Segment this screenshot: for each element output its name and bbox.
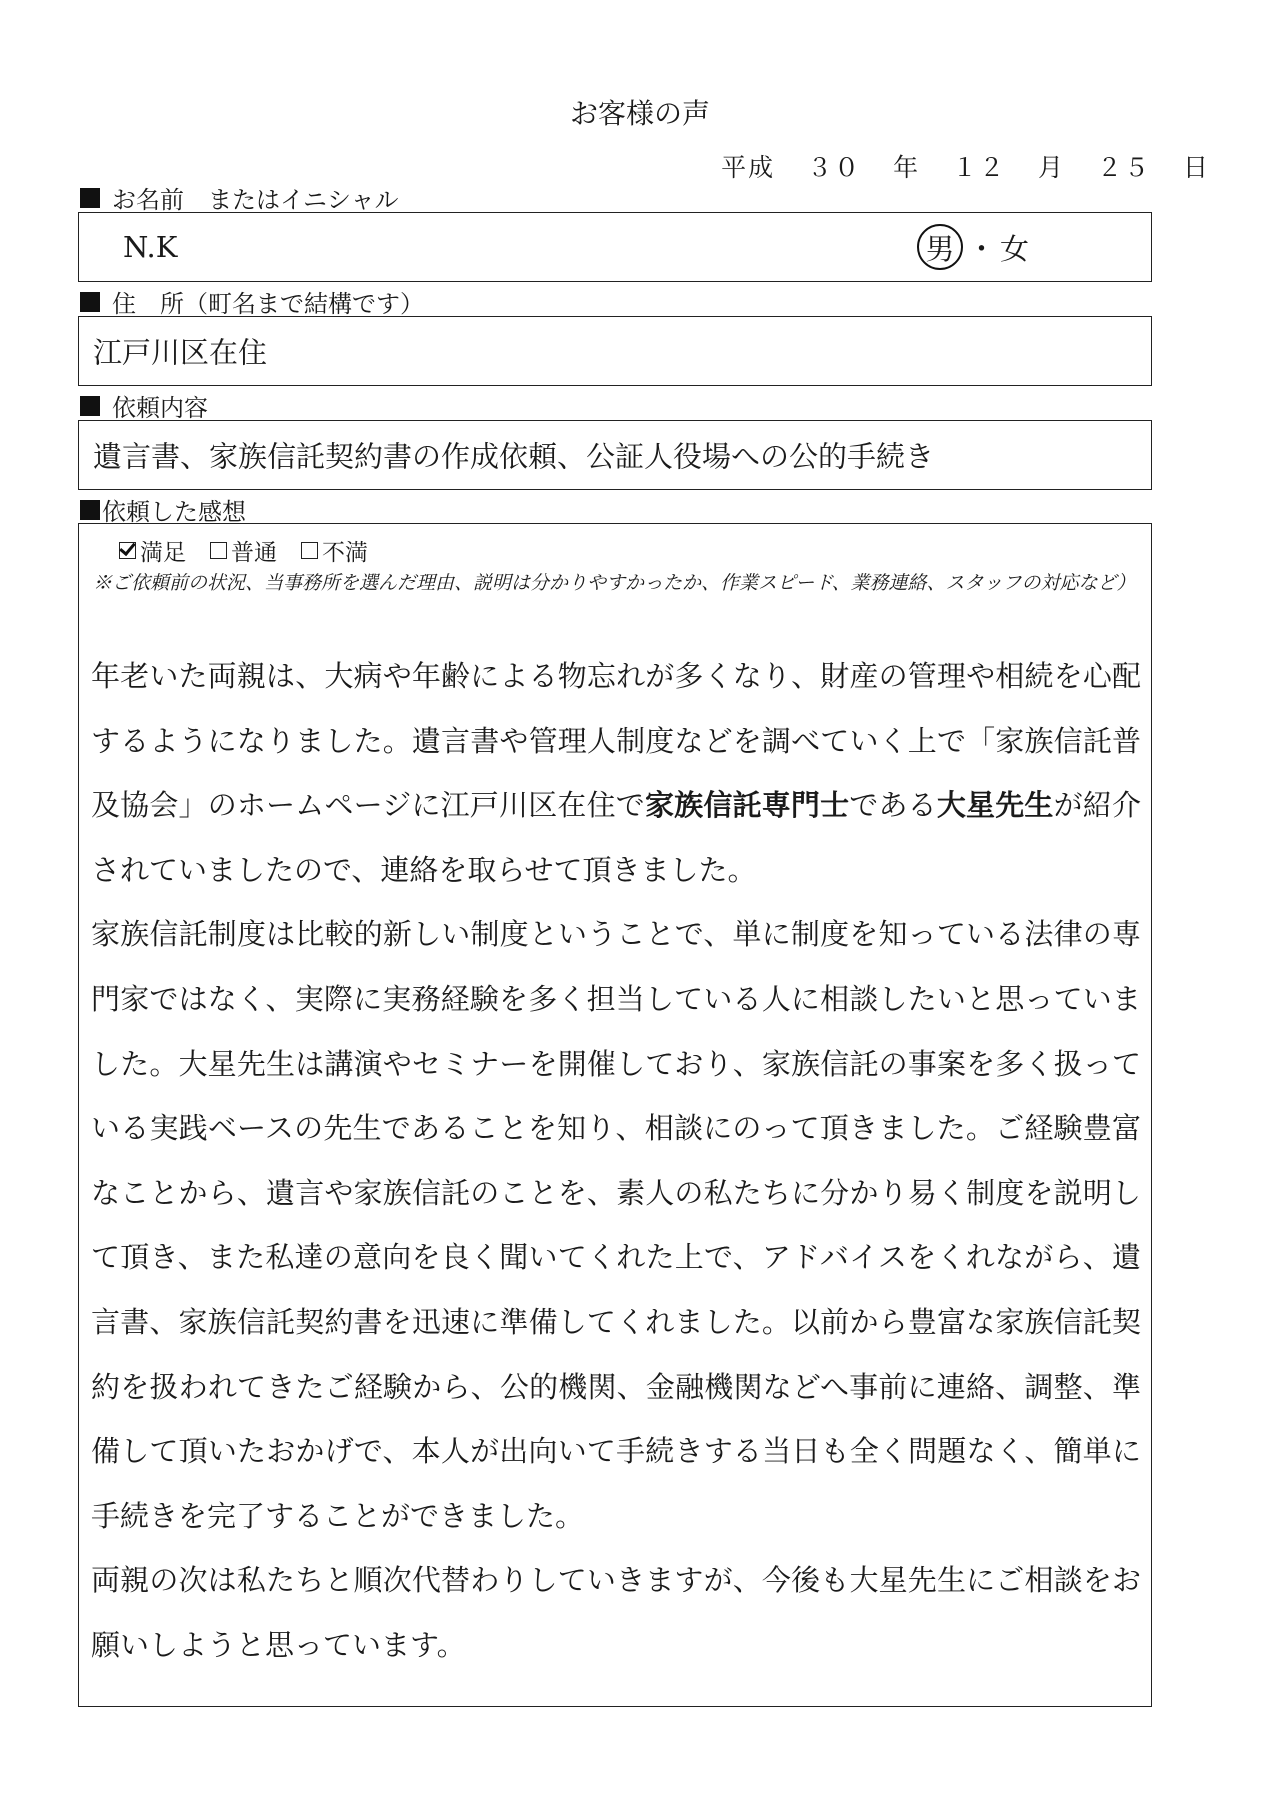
impression-body — [91, 644, 1141, 1678]
address-box — [78, 316, 1152, 386]
name-box — [78, 212, 1152, 282]
hint-text: ※ご依頼前の状況、当事務所を選んだ理由、説明は分かりやすかったか、作業スピード、業務連絡、スタッフの対応など） — [93, 572, 1136, 594]
checkbox-checked-icon — [119, 542, 136, 559]
gender-separator: ・ — [967, 231, 997, 266]
address-value: 江戸川区在住 — [93, 335, 268, 370]
request-value: 遺言書、家族信託契約書の作成依頼、公証人役場への公的手続き — [93, 439, 935, 474]
impression-box — [78, 523, 1152, 1707]
square-bullet-icon — [80, 500, 100, 520]
date-month-unit: 月 — [1038, 153, 1066, 182]
address-label: 住 所（町名まで結構です） — [80, 284, 424, 319]
satisfaction-options — [119, 534, 368, 567]
date-era: 平成 — [721, 153, 776, 182]
date-year: ３０ — [807, 153, 862, 182]
highlight-teacher-name: 大星先生 — [936, 788, 1054, 823]
gender-selector — [917, 224, 1029, 270]
gender-female: 女 — [1000, 231, 1030, 266]
page-title: お客様の声 — [569, 97, 710, 130]
impression-paragraph: 家族信託制度は比較的新しい制度ということで、単に制度を知っている法律の専門家ではなく、実際に実務経験を多く担当している人に相談したいと思っていました。大星先生は講演やセミナーを開催しており、家族信託の事案を多く扱っている実践ベースの先生であることを知り、相談にのって頂きました。ご経験豊富なことから、遺言や家族信託のことを、素人の私たちに分かり易く制度を説明して頂き、また私達の意向を良く聞いてくれた上で、アドバイスをくれながら、遺言書、家族信託契約書を迅速に準備してくれました。以前から豊富な家族信託契約を扱われてきたご経験から、公的機関、金融機関などへ事前に連絡、調整、準備して頂いたおかげで、本人が出向いて手続きする当日も全く問題なく、簡単に手続きを完了することができました。 — [91, 917, 1141, 1533]
name-value: N.K — [123, 230, 178, 264]
highlight-family-trust-specialist: 家族信託専門士 — [644, 788, 850, 823]
gender-male: 男 — [917, 224, 963, 270]
impression-label: 依頼した感想 — [80, 492, 246, 527]
date-day-unit: 日 — [1182, 153, 1210, 182]
request-label: 依頼内容 — [80, 388, 208, 423]
option-satisfied: 満足 — [119, 534, 186, 567]
option-normal: 普通 — [210, 534, 277, 567]
name-label: お名前 またはイニシャル — [80, 180, 399, 215]
option-unsatisfied: 不満 — [301, 534, 368, 567]
date — [721, 148, 1210, 184]
date-day: ２５ — [1097, 153, 1152, 182]
date-month: １２ — [952, 153, 1007, 182]
request-box — [78, 420, 1152, 490]
impression-paragraph: 両親の次は私たちと順次代替わりしていきますが、今後も大星先生にご相談をお願いしようと思っています。 — [91, 1563, 1141, 1662]
date-year-unit: 年 — [893, 153, 921, 182]
checkbox-icon — [210, 542, 227, 559]
square-bullet-icon — [80, 292, 100, 312]
square-bullet-icon — [80, 188, 100, 208]
square-bullet-icon — [80, 396, 100, 416]
checkbox-icon — [301, 542, 318, 559]
impression-paragraph: 年老いた両親は、大病や年齢による物忘れが多くなり、財産の管理や相続を心配するようになりました。遺言書や管理人制度などを調べていく上で「家族信託普及協会」のホームページに江戸川区在住で家族信託専門士である大星先生が紹介されていましたので、連絡を取らせて頂きました。 — [91, 659, 1141, 887]
